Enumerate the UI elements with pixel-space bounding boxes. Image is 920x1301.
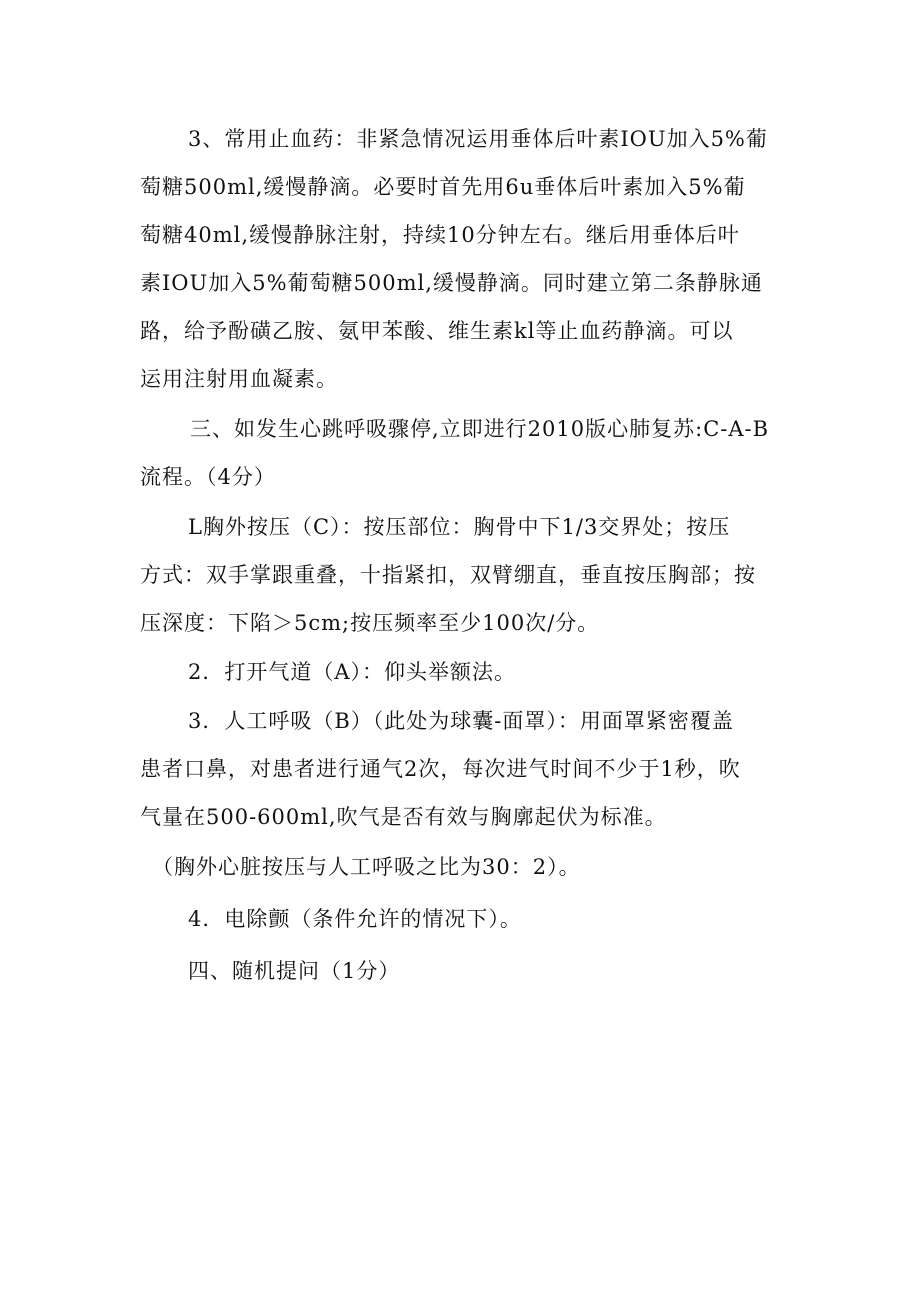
text-line-13: 3．人工呼吸（B）（此处为球囊-面罩）：用面罩紧密覆盖 bbox=[188, 709, 734, 733]
text-line-16: （胸外心脏按压与人工呼吸之比为30：2）。 bbox=[152, 855, 581, 879]
text-line-8: 流程。（4分） bbox=[140, 465, 276, 489]
text-line-3: 萄糖40ml,缓慢静脉注射，持续10分钟左右。继后用垂体后叶 bbox=[140, 223, 740, 247]
text-line-14: 患者口鼻，对患者进行通气2次，每次进气时间不少于1秒，吹 bbox=[140, 757, 741, 781]
text-line-4: 素IOU加入5%葡萄糖500ml,缓慢静滴。同时建立第二条静脉通 bbox=[140, 271, 763, 295]
text-line-10: 方式：双手掌跟重叠，十指紧扣，双臂绷直，垂直按压胸部；按 bbox=[140, 563, 756, 587]
text-line-6: 运用注射用血凝素。 bbox=[140, 367, 338, 391]
text-line-17: 4．电除颤（条件允许的情况下）。 bbox=[188, 907, 522, 931]
text-line-5: 路，给予酚磺乙胺、氨甲苯酸、维生素kl等止血药静滴。可以 bbox=[140, 319, 734, 343]
text-line-2: 萄糖500ml,缓慢静滴。必要时首先用6u垂体后叶素加入5%葡 bbox=[140, 175, 746, 199]
text-line-15: 气量在500-600ml,吹气是否有效与胸廓起伏为标准。 bbox=[140, 805, 667, 829]
text-line-1: 3、常用止血药：非紧急情况运用垂体后叶素IOU加入5%葡 bbox=[188, 127, 768, 151]
text-line-18: 四、随机提问（1分） bbox=[188, 959, 401, 983]
text-line-11: 压深度：下陷＞5cm;按压频率至少100次/分。 bbox=[140, 611, 600, 635]
text-line-7: 三、如发生心跳呼吸骤停,立即进行2010版心肺复苏:C-A-B bbox=[190, 417, 770, 441]
text-line-12: 2．打开气道（A）：仰头举额法。 bbox=[188, 660, 517, 684]
text-line-9: L胸外按压（C）：按压部位：胸骨中下1/3交界处；按压 bbox=[188, 515, 731, 539]
